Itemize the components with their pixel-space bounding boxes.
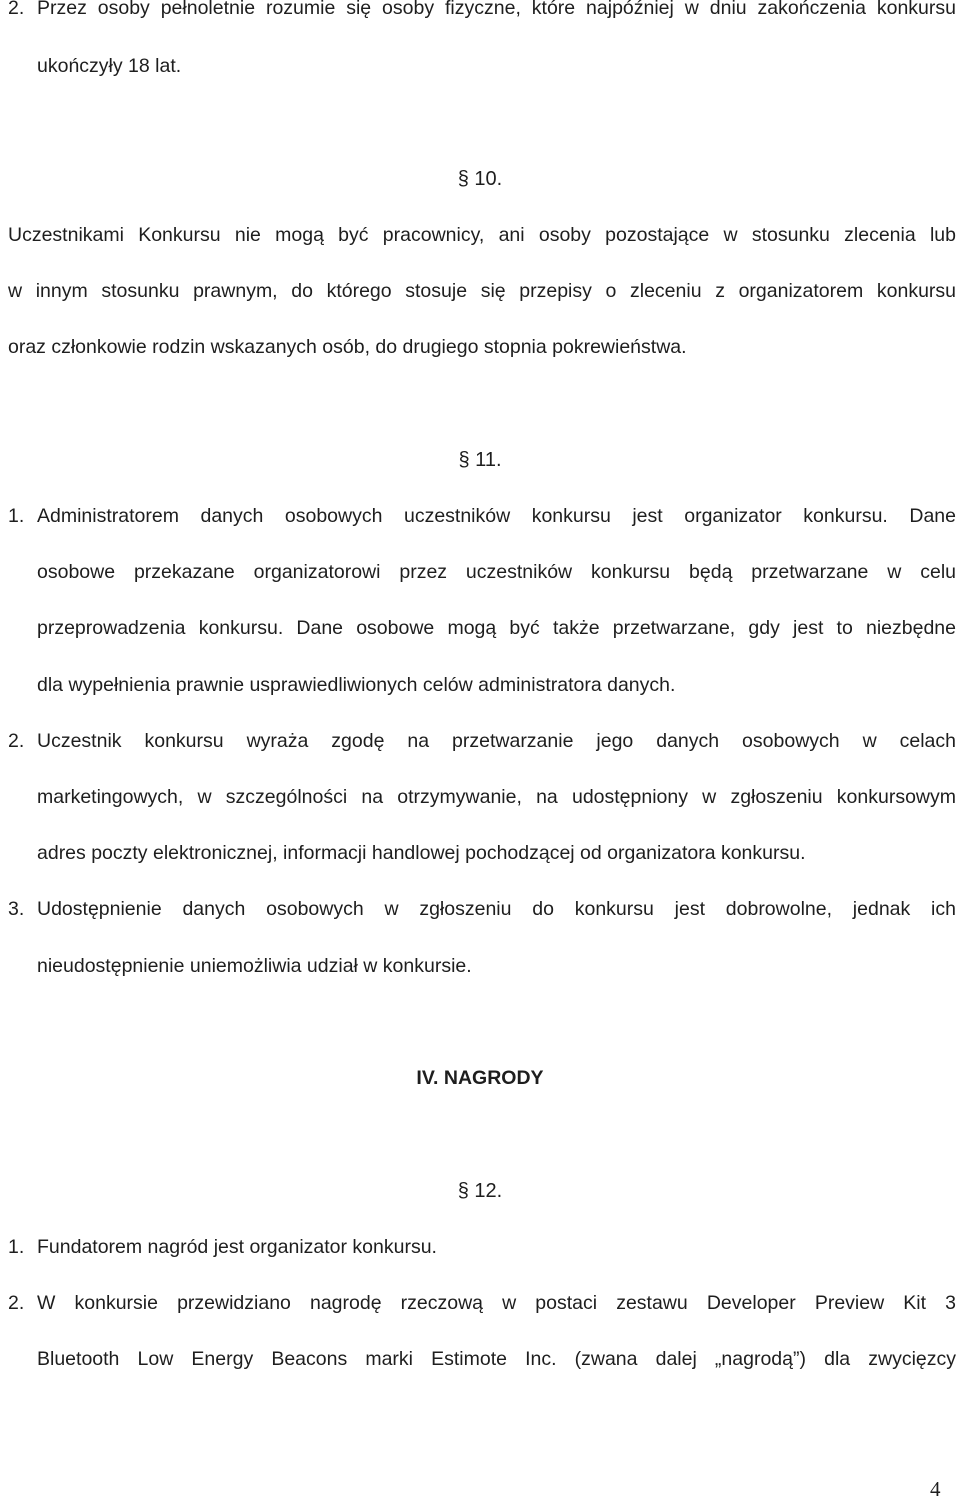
- paragraph-number: 1.: [8, 1236, 25, 1258]
- section-11-p3-line: nieudostępnienie uniemożliwia udział w konkursie.: [37, 955, 472, 977]
- paragraph-number: 2.: [8, 730, 25, 752]
- section-10-heading: § 10.: [457, 168, 503, 190]
- section-10-line: oraz członkowie rodzin wskazanych osób, do drugiego stopnia pokrewieństwa.: [8, 336, 687, 358]
- section-11-p1-line: [8, 502, 956, 530]
- section-10-line: w innym stosunku prawnym, do którego stosuje się przepisy o zleceniu z organizatorem konkursu: [8, 280, 956, 302]
- paragraph-text: Fundatorem nagród jest organizator konkursu.: [37, 1236, 437, 1258]
- section-12-heading: § 12.: [457, 1180, 503, 1202]
- section-11-p1-line: dla wypełnienia prawnie usprawiedliwionych celów administratora danych.: [37, 674, 676, 696]
- section-11-p1-line: przeprowadzenia konkursu. Dane osobowe mogą być także przetwarzane, gdy jest to niezbędne: [37, 617, 956, 639]
- section-12-p2-line: [8, 1289, 956, 1317]
- paragraph-number: 2.: [8, 0, 25, 19]
- section-12-p2-line: Bluetooth Low Energy Beacons marki Estimote Inc. (zwana dalej „nagrodą”) dla zwycięzcy: [37, 1348, 956, 1370]
- section-11-p2-line: marketingowych, w szczególności na otrzymywanie, na udostępniony w zgłoszeniu konkursowym: [37, 786, 956, 808]
- section-11-p2-line: adres poczty elektronicznej, informacji handlowej pochodzącej od organizatora konkursu.: [37, 842, 806, 864]
- section-11-p1-line: osobowe przekazane organizatorowi przez uczestników konkursu będą przetwarzane w celu: [37, 561, 956, 583]
- paragraph-text: Administratorem danych osobowych uczestników konkursu jest organizator konkursu. Dane: [37, 505, 956, 527]
- paragraph-number: 1.: [8, 505, 25, 527]
- chapter-heading: IV. NAGRODY: [416, 1067, 544, 1089]
- paragraph-text: Przez osoby pełnoletnie rozumie się osoby fizyczne, które najpóźniej w dniu zakończenia konkursu: [37, 0, 956, 19]
- paragraph-text: Udostępnienie danych osobowych w zgłoszeniu do konkursu jest dobrowolne, jednak ich: [37, 898, 956, 920]
- paragraph-2-line: [8, 0, 956, 22]
- paragraph-text: W konkursie przewidziano nagrodę rzeczową w postaci zestawu Developer Preview Kit 3: [37, 1292, 956, 1314]
- page-number: 4: [930, 1477, 941, 1501]
- paragraph-number: 3.: [8, 898, 25, 920]
- section-12-p1-line: [8, 1233, 956, 1261]
- paragraph-text: Uczestnik konkursu wyraża zgodę na przetwarzanie jego danych osobowych w celach: [37, 730, 956, 752]
- section-11-heading: § 11.: [458, 449, 502, 471]
- paragraph-number: 2.: [8, 1292, 25, 1314]
- section-11-p3-line: [8, 895, 956, 923]
- paragraph-2-line: ukończyły 18 lat.: [37, 55, 182, 77]
- section-11-p2-line: [8, 727, 956, 755]
- section-10-line: Uczestnikami Konkursu nie mogą być pracownicy, ani osoby pozostające w stosunku zlecenia lub: [8, 224, 956, 246]
